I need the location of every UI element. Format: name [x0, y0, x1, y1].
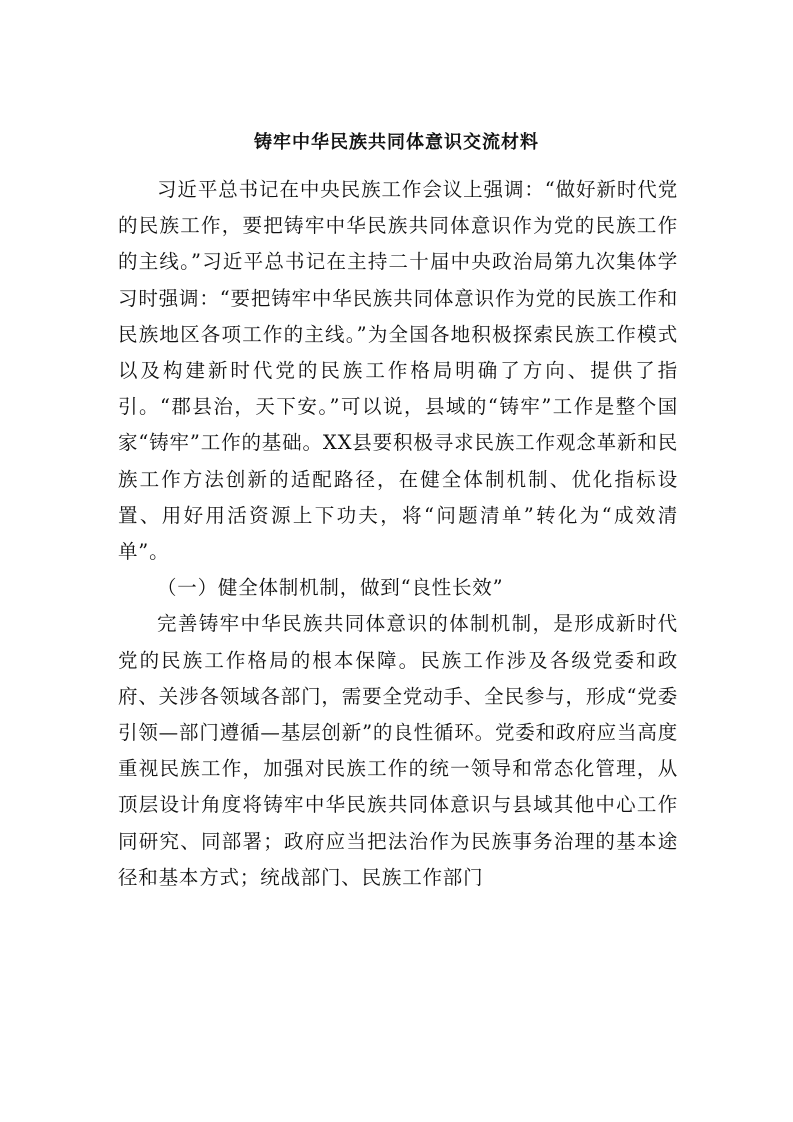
- section-paragraph: 完善铸牢中华民族共同体意识的体制机制，是形成新时代党的民族工作格局的根本保障。民族工作涉及各级党委和政府、关涉各领域各部门，需要全党动手、全民参与，形成“党委引领—部门遵循—基层创新”的良性循环。党委和政府应当高度重视民族工作，加强对民族工作的统一领导和常态化管理，从顶层设计角度将铸牢中华民族共同体意识与县域其他中心工作同研究、同部署；政府应当把法治作为民族事务治理的基本途径和基本方式；统战部门、民族工作部门: [118, 612, 678, 889]
- section-heading: （一）健全体制机制，做到“良性长效”: [157, 576, 504, 600]
- document-body: [118, 172, 678, 896]
- intro-paragraph: 习近平总书记在中央民族工作会议上强调：“做好新时代党的民族工作，要把铸牢中华民族共同体意识作为党的民族工作的主线。”习近平总书记在主持二十届中央政治局第九次集体学习时强调：“要把铸牢中华民族共同体意识作为党的民族工作和民族地区各项工作的主线。”为全国各地积极探索民族工作模式以及构建新时代党的民族工作格局明确了方向、提供了指引。“郡县治，天下安。”可以说，县域的“铸牢”工作是整个国家“铸牢”工作的基础。XX县要积极寻求民族工作观念革新和民族工作方法创新的适配路径，在健全体制机制、优化指标设置、用好用活资源上下功夫，将“问题清单”转化为“成效清单”。: [118, 178, 678, 564]
- document-title: 铸牢中华民族共同体意识交流材料: [254, 132, 539, 153]
